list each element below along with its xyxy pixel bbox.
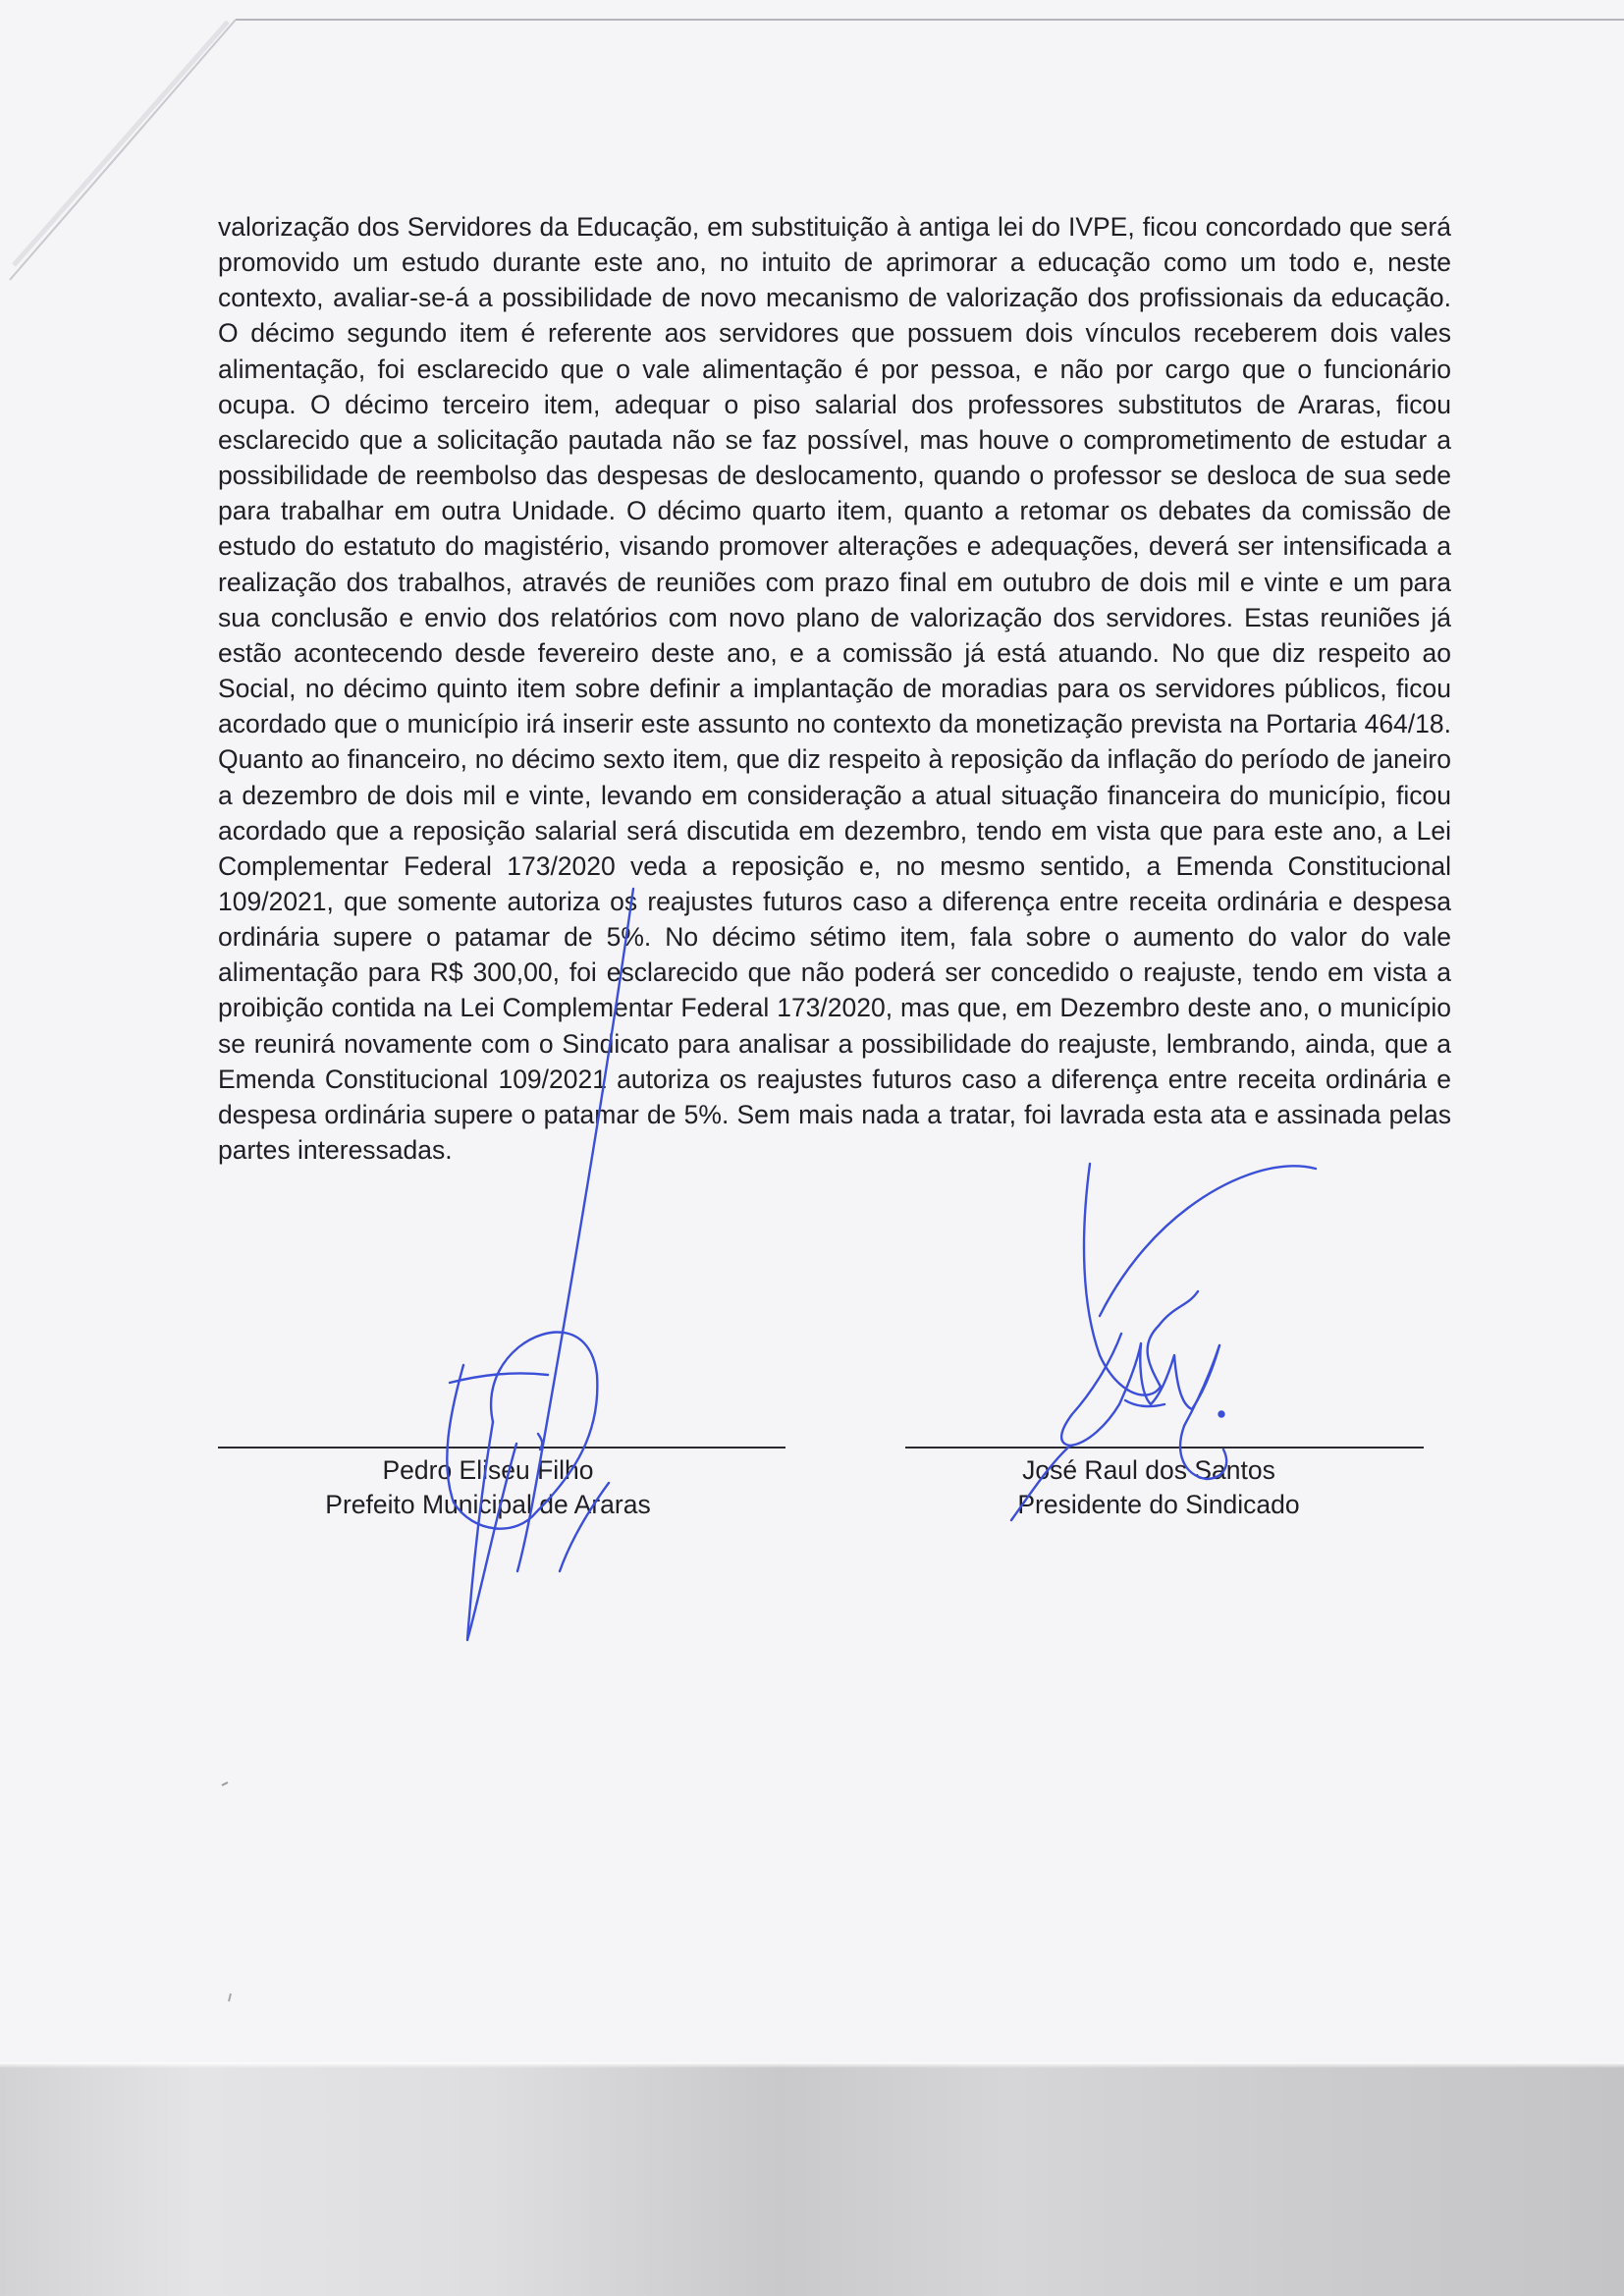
folded-corner-mark — [0, 0, 255, 295]
scan-edge-line — [236, 19, 1624, 21]
left-signatory-title: Prefeito Municipal de Araras — [325, 1490, 651, 1519]
scanner-bed-margin — [0, 2062, 1624, 2296]
right-handwritten-signature — [992, 1159, 1345, 1552]
right-signatory-name: José Raul dos Santos — [1022, 1455, 1275, 1485]
left-signatory-name: Pedro Eliseu Filho — [382, 1455, 594, 1485]
left-handwritten-signature — [422, 884, 658, 1650]
right-signatory-title: Presidente do Sindicado — [1017, 1490, 1300, 1519]
minutes-body-paragraph: valorização dos Servidores da Educação, em substituição à antiga lei do IVPE, ficou concordado que será promovido um estudo durante este ano, no intuito de aprimorar a educação como um todo e, neste contexto, avaliar-se-á a possibilidade de novo mecanismo de valorização dos profissionais da educação. O décimo segundo item é referente aos servidores que possuem dois vínculos receberem dois vales alimentação, foi esclarecido que o vale alimentação é por pessoa, e não por cargo que o funcionário ocupa. O décimo terceiro item, adequar o piso salarial dos professores substitutos de Araras, ficou esclarecido que a solicitação pautada não se faz possível, mas houve o comprometimento de estudar a possibilidade de reembolso das despesas de deslocamento, quando o professor se desloca de sua sede para trabalhar em outra Unidade. O décimo quarto item, quanto a retomar os debates da comissão de estudo do estatuto do magistério, visando promover alterações e adequações, deverá ser intensificada a realização dos trabalhos, através de reuniões com prazo final em outubro de dois mil e vinte e um para sua conclusão e envio dos relatórios com novo plano de valorização dos servidores. Estas reuniões já estão acontecendo desde fevereiro deste ano, e a comissão já está atuando. No que diz respeito ao Social, no décimo quinto item sobre definir a implantação de moradias para os servidores públicos, ficou acordado que o município irá inserir este assunto no contexto da monetização prevista na Portaria 464/18. Quanto ao financeiro, no décimo sexto item, que diz respeito à reposição da inflação do período de janeiro a dezembro de dois mil e vinte, levando em consideração a atual situação financeira do município, ficou acordado que a reposição salarial será discutida em dezembro, tendo em vista que para este ano, a Lei Complementar Federal 173/2020 veda a reposição e, no mesmo sentido, a Emenda Constitucional 109/2021, que somente autoriza os reajustes futuros caso a diferença entre receita ordinária e despesa ordinária supere o patamar de 5%. No décimo sétimo item, fala sobre o aumento do valor do vale alimentação para R$ 300,00, foi esclarecido que não poderá ser concedido o reajuste, tendo em vista a proibição contida na Lei Complementar Federal 173/2020, mas que, em Dezembro deste ano, o município se reunirá novamente com o Sindicato para analisar a possibilidade do reajuste, lembrando, ainda, que a Emenda Constitucional 109/2021 autoriza os reajustes futuros caso a diferença entre receita ordinária e despesa ordinária supere o patamar de 5%. Sem mais nada a tratar, foi lavrada esta ata e assinada pelas partes interessadas. — [218, 212, 1451, 1166]
